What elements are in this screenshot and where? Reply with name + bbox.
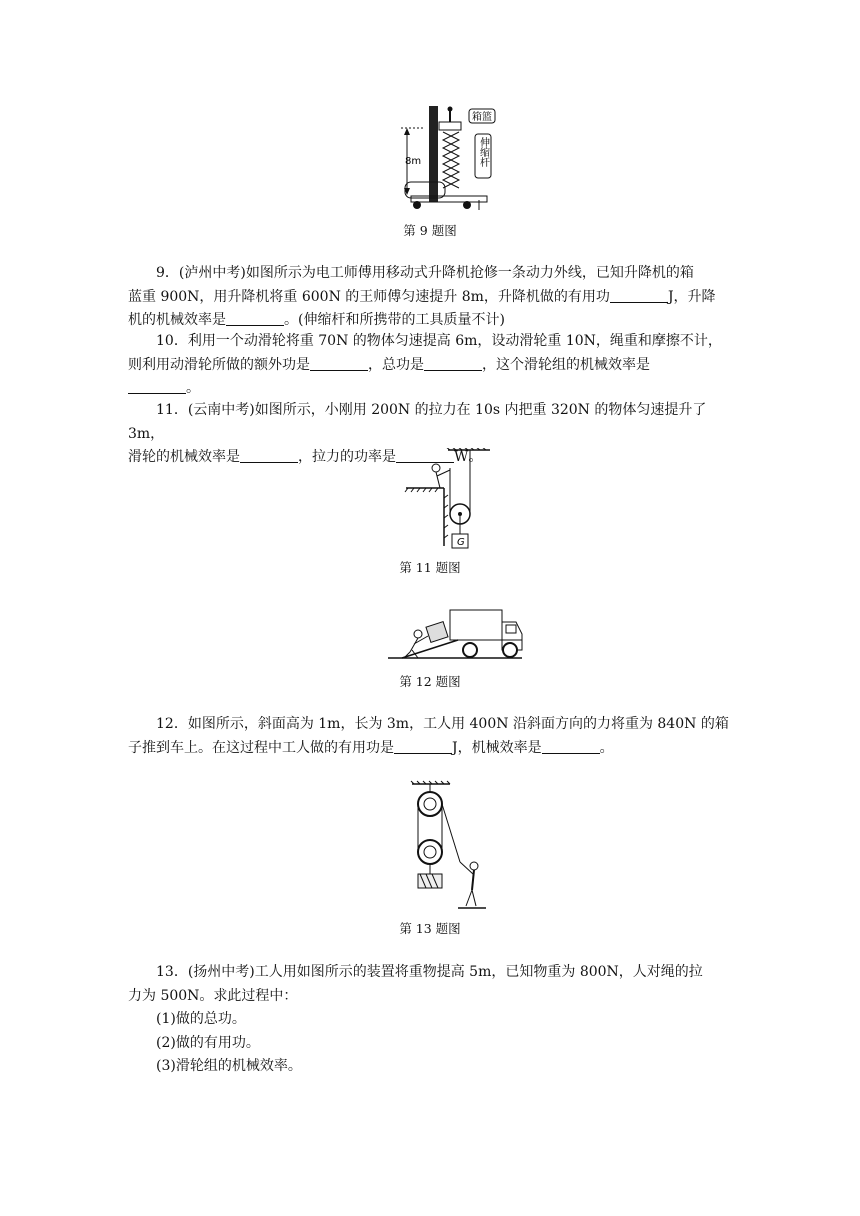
q12-line-2c: 。 <box>599 739 614 756</box>
q10-line-2: 则利用动滑轮所做的额外功是 <box>128 356 310 373</box>
q9-line-1: 9．(泸州中考)如图所示为电工师傅用移动式升降机抢修一条动力外线，已知升降机的箱 <box>156 265 694 281</box>
figure-12 <box>388 604 524 662</box>
q13-item-3: (3)滑轮组的机械效率。 <box>156 1058 302 1074</box>
figure-13 <box>408 780 488 912</box>
height-label: 8m <box>405 156 422 167</box>
figure-9-caption: 第 9 题图 <box>403 223 457 238</box>
box-label: 箱篮 <box>472 112 492 123</box>
q12-blank-1[interactable] <box>394 739 452 754</box>
q9-line-3: 机的机械效率是 <box>128 312 226 328</box>
figure-9 <box>395 104 505 216</box>
q13-item-2: (2)做的有用功。 <box>156 1034 260 1051</box>
figure-12-caption: 第 12 题图 <box>399 674 461 689</box>
q11-line-2: 滑轮的机械效率是 <box>128 449 240 465</box>
q11-line-2b: ，拉力的功率是 <box>298 449 396 465</box>
question-13 <box>128 961 738 1079</box>
q10-line-2b: ，总功是 <box>368 356 424 373</box>
q9-line-3b: 。(伸缩杆和所携带的工具质量不计) <box>284 312 505 328</box>
question-9 <box>128 262 738 333</box>
figure-13-caption: 第 13 题图 <box>399 921 461 936</box>
figure-11-caption: 第 11 题图 <box>399 560 461 575</box>
q11-blank-1[interactable] <box>240 448 298 463</box>
q10-blank-2[interactable] <box>424 356 482 371</box>
q12-line-2: 子推到车上。在这过程中工人做的有用功是 <box>128 739 394 756</box>
figure-11 <box>404 448 494 552</box>
q10-line-3: 。 <box>186 380 200 396</box>
weight-label: G <box>457 537 465 548</box>
q9-line-2: 蓝重 900N，用升降机将重 600N 的王师傅匀速提升 8m，升降机做的有用功 <box>128 288 610 305</box>
q13-line-2: 力为 500N。求此过程中： <box>128 987 298 1004</box>
q9-blank-1[interactable] <box>610 288 668 303</box>
q13-item-1: (1)做的总功。 <box>156 1011 246 1027</box>
rod-label: 伸缩杆 <box>477 137 489 167</box>
q12-line-1: 12．如图所示，斜面高为 1m，长为 3m，工人用 400N 沿斜面方向的力将重为 840N 的箱 <box>156 716 729 732</box>
q10-line-1: 10．利用一个动滑轮将重 70N 的物体匀速提高 6m，设动滑轮重 10N，绳重和摩擦不计， <box>156 333 722 349</box>
q13-line-1: 13．(扬州中考)工人用如图所示的装置将重物提高 5m，已知物重为 800N，人对绳的拉 <box>156 964 703 980</box>
q9-blank-2[interactable] <box>226 311 284 326</box>
question-12 <box>128 713 738 760</box>
q12-line-2b: J，机械效率是 <box>452 739 542 756</box>
q12-blank-2[interactable] <box>542 739 600 754</box>
q10-blank-3[interactable] <box>128 379 186 394</box>
q10-blank-1[interactable] <box>310 356 368 371</box>
q9-line-2b: J，升降 <box>667 288 716 305</box>
q11-line-1: 11．(云南中考)如图所示，小刚用 200N 的拉力在 10s 内把重 320N 的物体匀速提升了 3m， <box>128 402 707 442</box>
q11-line-2c: W。 <box>454 449 483 465</box>
question-10 <box>128 330 738 401</box>
q10-line-2c: ，这个滑轮组的机械效率是 <box>482 356 650 373</box>
